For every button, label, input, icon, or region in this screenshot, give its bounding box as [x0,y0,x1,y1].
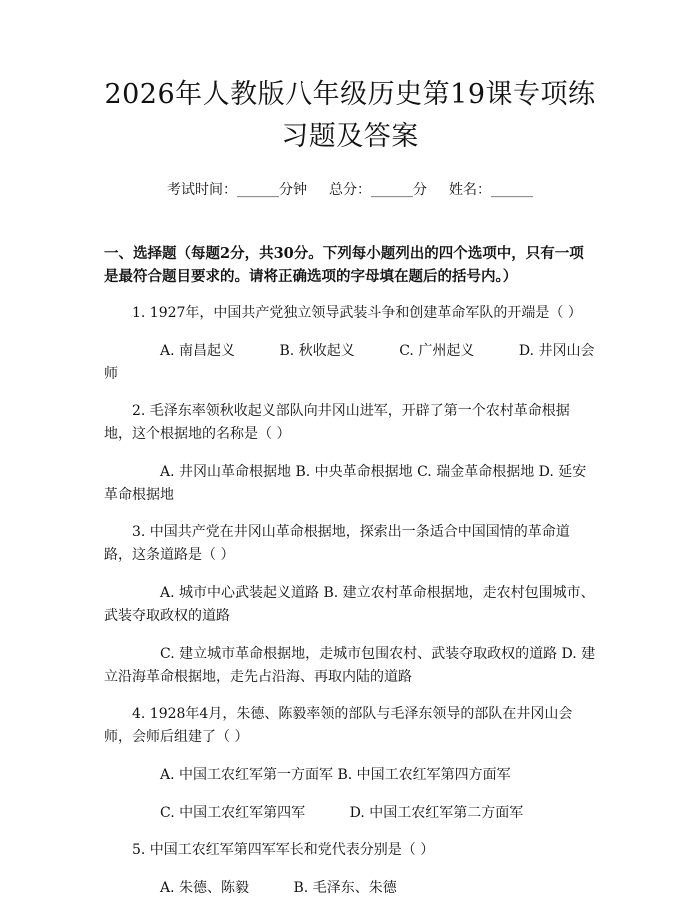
question-stem: 1. 1927年，中国共产党独立领导武装斗争和创建革命军队的开端是（ ） [132,305,582,321]
question-stem: 2. 毛泽东率领秋收起义部队向井冈山进军，开辟了第一个农村革命根据地，这个根据地的名称是（ ） [104,403,570,442]
exam-meta [104,180,596,200]
exam-time-field: 考试时间：______分钟 [167,182,307,198]
question-stem: 3. 中国共产党在井冈山革命根据地，探索出一条适合中国国情的革命道路，这条道路是（ ） [104,524,570,563]
question-options: A. 中国工农红军第一方面军 B. 中国工农红军第四方面军 [160,767,511,783]
question-options: A. 朱德、陈毅 B. 毛泽东、朱德 [160,880,397,896]
document-title: 2026年人教版八年级历史第19课专项练习题及答案 [104,79,596,152]
student-name-field: 姓名：______ [449,182,533,198]
question-stem: 4. 1928年4月，朱德、陈毅率领的部队与毛泽东领导的部队在井冈山会师，会师后组建了（ ） [104,706,573,745]
question-options: A. 南昌起义 B. 秋收起义 C. 广州起义 D. 井冈山会师 [104,343,595,382]
question-options: A. 井冈山革命根据地 B. 中央革命根据地 C. 瑞金革命根据地 D. 延安革命根据地 [104,464,587,503]
question-stem: 5. 中国工农红军第四军军长和党代表分别是（ ） [132,842,435,858]
question-options: C. 建立城市革命根据地，走城市包围农村、武装夺取政权的道路 D. 建立沿海革命根据地，走先占沿海、再取内陆的道路 [104,646,596,685]
question-options: A. 城市中心武装起义道路 B. 建立农村革命根据地，走农村包围城市、武装夺取政权的道路 [104,585,595,624]
section-heading: 一、选择题（每题2分，共30分。下列每小题列出的四个选项中，只有一项是最符合题目要求的。请将正确选项的字母填在题后的括号内。） [104,245,584,285]
question-options: C. 中国工农红军第四军 D. 中国工农红军第二方面军 [160,805,524,821]
total-score-field: 总分：______分 [329,182,427,198]
